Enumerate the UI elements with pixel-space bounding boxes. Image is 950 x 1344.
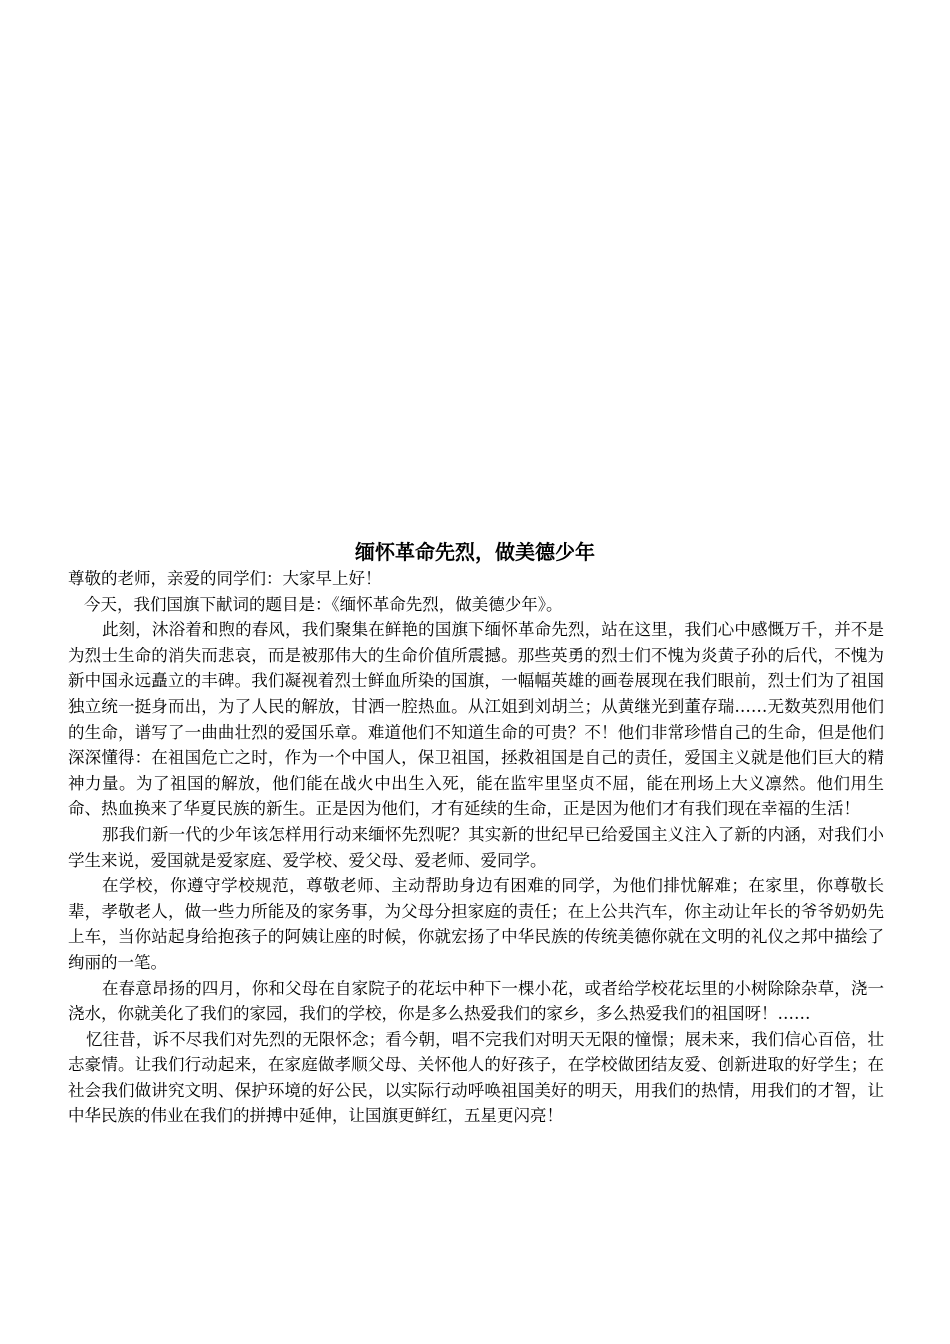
- greeting-line: 尊敬的老师，亲爱的同学们：大家早上好！: [68, 569, 382, 588]
- paragraph-4: 在春意昂扬的四月，你和父母在自家院子的花坛中种下一棵小花，或者给学校花坛里的小树除除杂草，浇一浇水，你就美化了我们的家园，我们的学校，你是多么热爱我们的家乡，多么热爱我们的祖国呀！……: [68, 978, 884, 1024]
- document-body: [68, 566, 884, 1129]
- document-title: 缅怀革命先烈，做美德少年: [355, 540, 595, 564]
- closing-paragraph: 忆往昔，诉不尽我们对先烈的无限怀念；看今朝，唱不完我们对明天无限的憧憬；展未来，我们信心百倍，壮志豪情。让我们行动起来，在家庭做孝顺父母、关怀他人的好孩子，在学校做团结友爱、创新进取的好学生；在社会我们做讲究文明、保护环境的好公民，以实际行动呼唤祖国美好的明天，用我们的热情，用我们的才智，让中华民族的伟业在我们的拼搏中延伸，让国旗更鲜红，五星更闪亮！: [68, 1029, 884, 1126]
- paragraph-3: 在学校，你遵守学校规范，尊敬老师、主动帮助身边有困难的同学，为他们排忧解难；在家里，你尊敬长辈，孝敬老人，做一些力所能及的家务事，为父母分担家庭的责任；在上公共汽车，你主动让年长的爷爷奶奶先上车，当你站起身给抱孩子的阿姨让座的时候，你就宏扬了中华民族的传统美德你就在文明的礼仪之邦中描绘了绚丽的一笔。: [68, 876, 884, 972]
- paragraph-1: 此刻，沐浴着和煦的春风，我们聚集在鲜艳的国旗下缅怀革命先烈，站在这里，我们心中感慨万千，并不是为烈士生命的消失而悲哀，而是被那伟大的生命价值所震撼。那些英勇的烈士们不愧为炎黄子孙的后代，不愧为新中国永远矗立的丰碑。我们凝视着烈士鲜血所染的国旗，一幅幅英雄的画卷展现在我们眼前，烈士们为了祖国独立统一挺身而出，为了人民的解放，甘洒一腔热血。从江姐到刘胡兰；从黄继光到董存瑞……无数英烈用他们的生命，谱写了一曲曲壮烈的爱国乐章。难道他们不知道生命的可贵？不！他们非常珍惜自己的生命，但是他们深深懂得：在祖国危亡之时，作为一个中国人，保卫祖国，拯救祖国是自己的责任，爱国主义就是他们巨大的精神力量。为了祖国的解放，他们能在战火中出生入死，能在监牢里坚贞不屈，能在刑场上大义凛然。他们用生命、热血换来了华夏民族的新生。正是因为他们，才有延续的生命，正是因为他们才有我们现在幸福的生活！: [68, 620, 884, 819]
- intro-line: 今天，我们国旗下献词的题目是：《缅怀革命先烈，做美德少年》。: [84, 594, 563, 614]
- paragraph-2: 那我们新一代的少年该怎样用行动来缅怀先烈呢？其实新的世纪早已给爱国主义注入了新的内涵，对我们小学生来说，爱国就是爱家庭、爱学校、爱父母、爱老师、爱同学。: [68, 824, 884, 870]
